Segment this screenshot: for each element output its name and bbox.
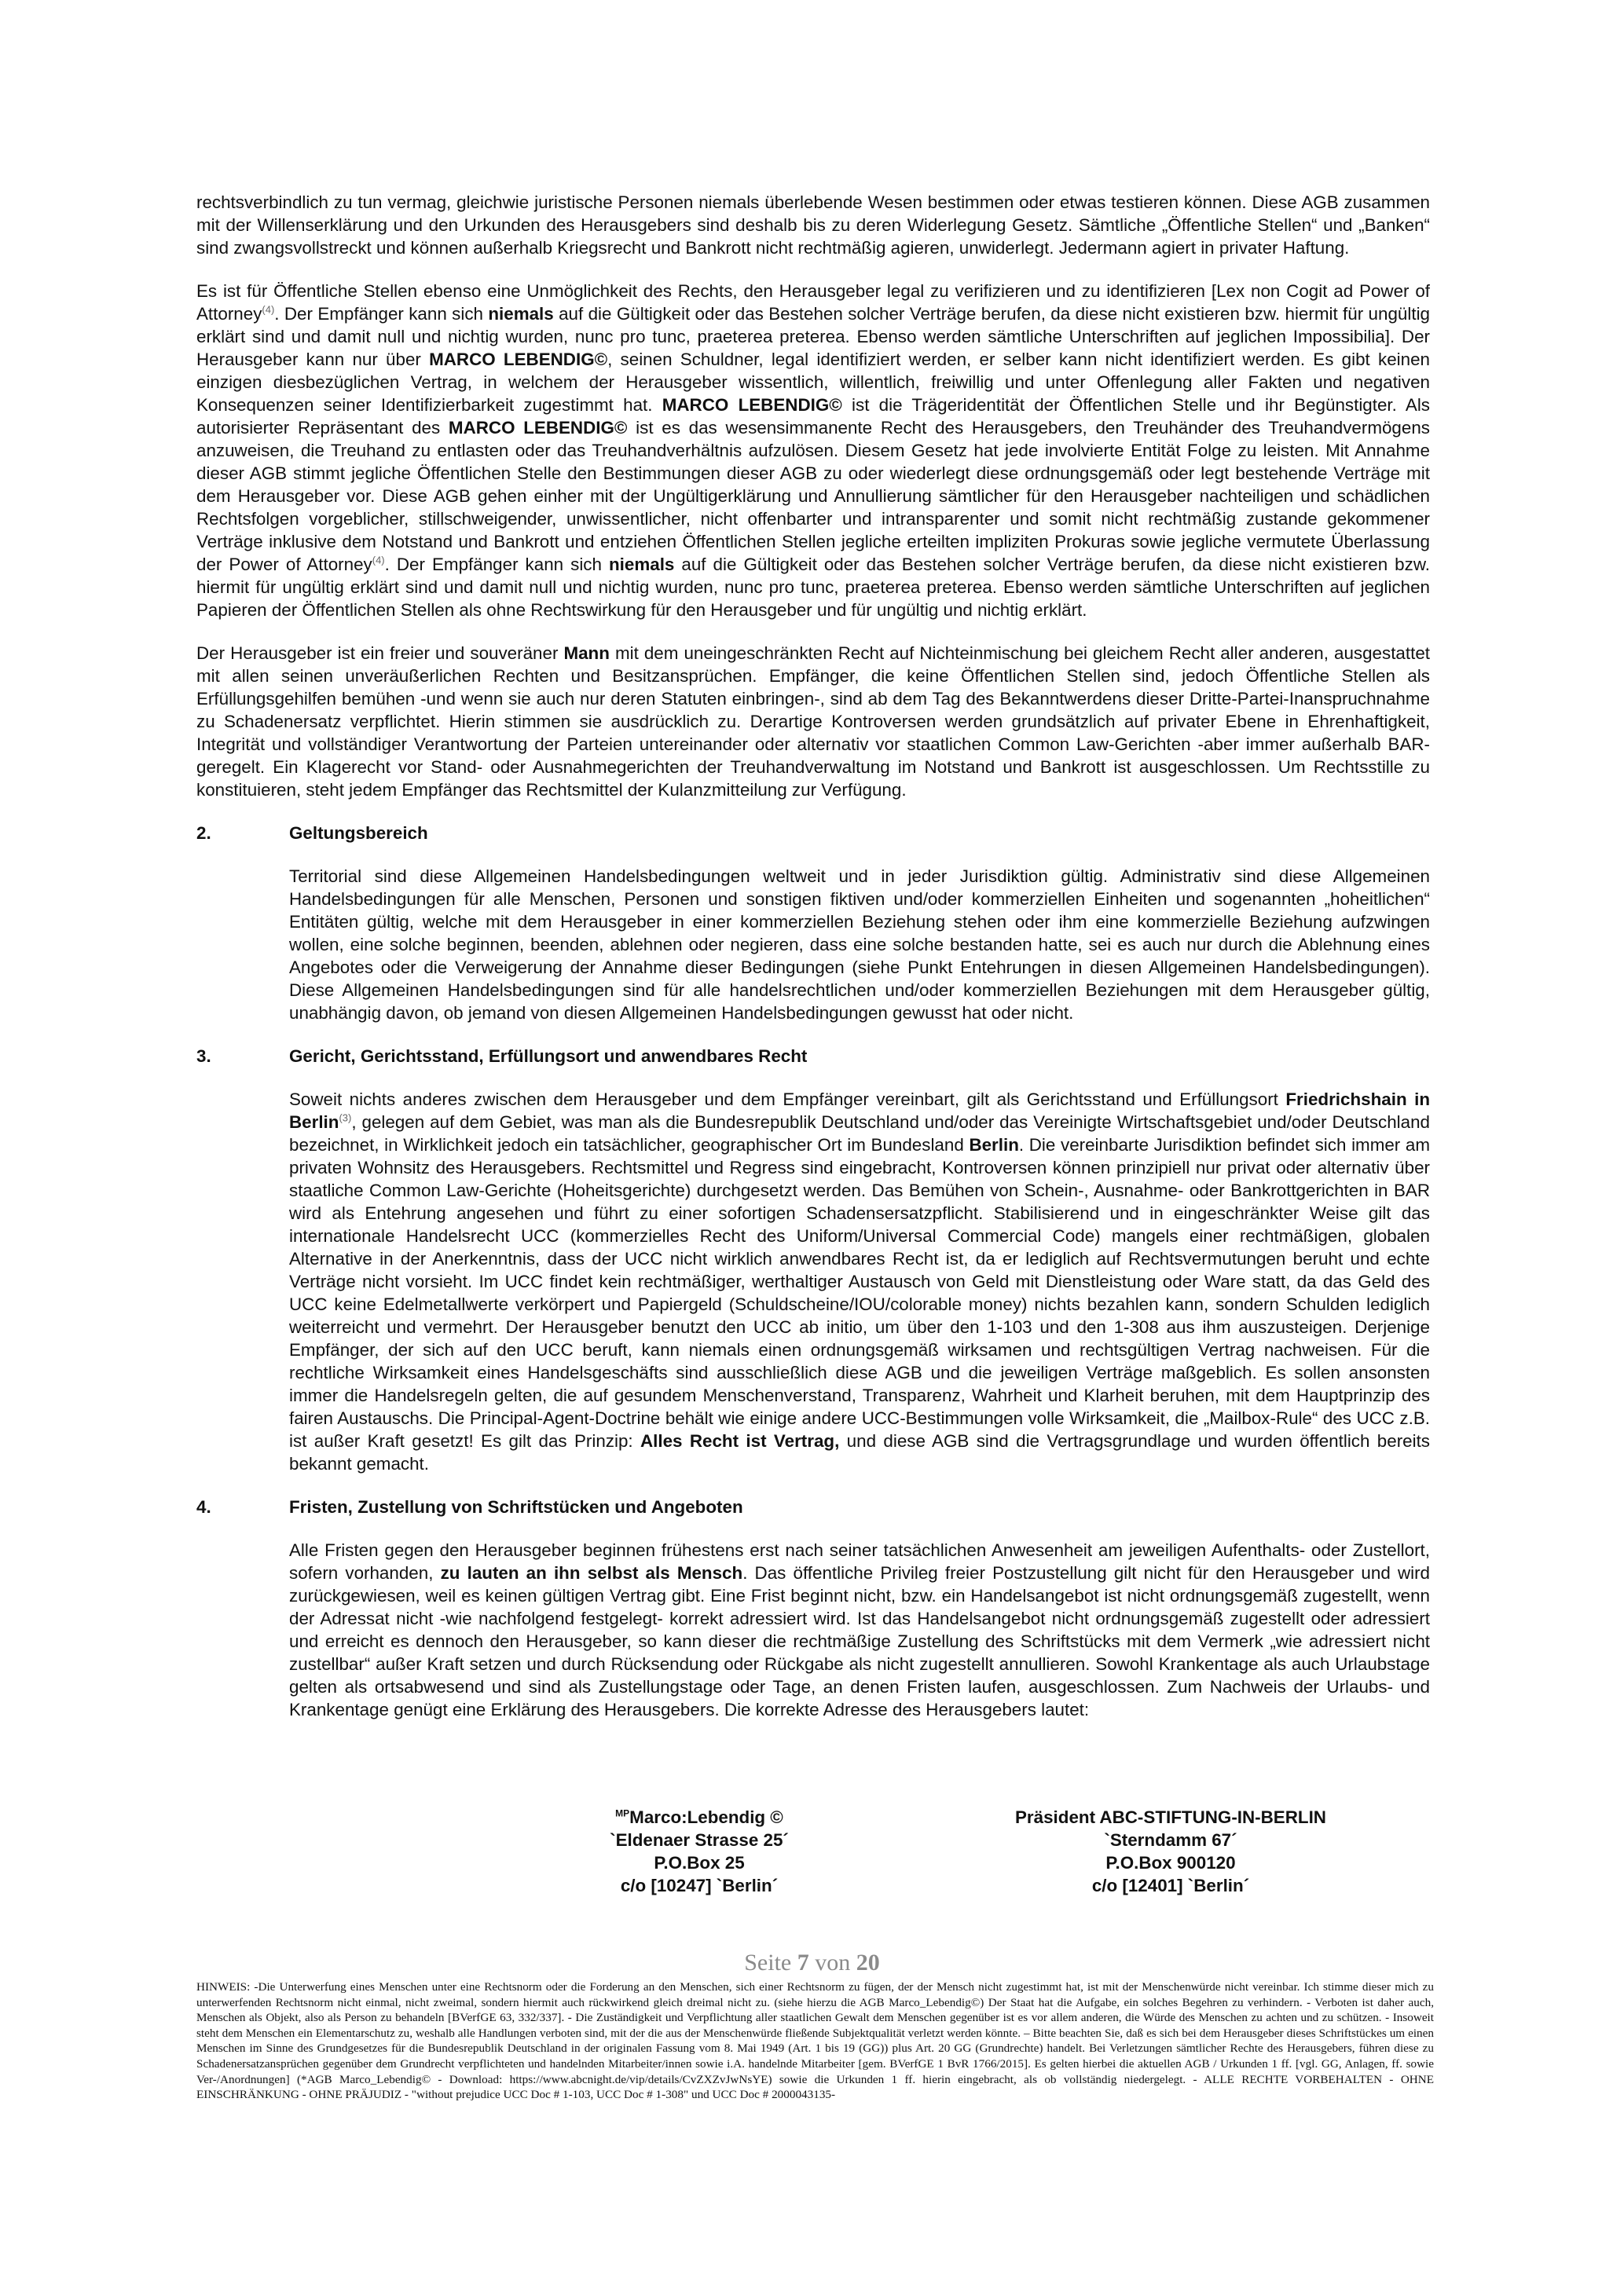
section-heading-3 <box>196 1045 1430 1067</box>
bold-text: Friedrichshain in Berlin <box>289 1089 1430 1132</box>
section-heading-2 <box>196 822 1430 844</box>
text-run: mit dem uneingeschränkten Recht auf Nichteinmischung bei gleichem Recht aller anderen, ausgestattet mit allen seinen unveräußerlichen Rechten und Besitzansprüchen. Empfänger, die keine Öffentlichen Stellen sind, jedoch Öffentliche Stellen als Erfüllungsgehilfen bemühen -und wenn sie auch nur deren Statuten einbringen-, sind ab dem Tag des Bekanntwerdens dieser Dritte-Partei-Inanspruchnahme zu Schadenersatz verpflichtet. Hierin stimmen sie ausdrücklich zu. Derartige Kontroversen werden grundsätzlich auf privater Ebene in Ehrenhaftigkeit, Integrität und vollständiger Verantwortung der Parteien untereinander oder alternativ vor staatlichen Common Law-Gerichten -aber immer außerhalb BAR- geregelt. Ein Klagerecht vor Stand- oder Ausnahmegerichten der Treuhandverwaltung im Notstand und Bankrott ist ausgeschlossen. Um Rechtsstille zu konstituieren, steht jedem Empfänger das Rechtsmittel der Kulanzmitteilung zur Verfügung. <box>196 643 1430 800</box>
paragraph-2 <box>196 280 1430 621</box>
address-pobox: P.O.Box 25 <box>654 1853 745 1873</box>
paragraph-1 <box>196 191 1430 259</box>
bold-text: MARCO LEBENDIG© <box>448 418 628 438</box>
footnote-ref: (4) <box>262 303 275 316</box>
bold-text: Alles Recht ist Vertrag, <box>640 1431 840 1451</box>
text-run: Es ist für Öffentliche Stellen ebenso eine Unmöglichkeit des Rechts, den Herausgeber legal zu verifizieren und zu identifizieren [Lex non Cogit ad Power of Attorney <box>196 281 1430 324</box>
address-city: c/o [12401] `Berlin´ <box>1091 1876 1250 1895</box>
body-text <box>196 191 1430 1721</box>
page-number <box>0 1950 1624 1976</box>
address-city: c/o [10247] `Berlin´ <box>620 1876 779 1895</box>
address-name: Marco:Lebendig © <box>629 1807 783 1827</box>
bold-text: MARCO LEBENDIG© <box>429 350 608 369</box>
paragraph-3 <box>196 642 1430 801</box>
address-street: `Eldenaer Strasse 25´ <box>610 1830 789 1850</box>
text-run: ist die Trägeridentität der Öffentlichen Stelle und ihr Begünstigter. Als autorisierter Repräsentant des <box>196 395 1430 438</box>
address-street: `Sterndamm 67´ <box>1104 1830 1237 1850</box>
section-text: Territorial sind diese Allgemeinen Handelsbedingungen weltweit und in jeder Jurisdiktion gültig. Administrativ sind diese Allgemeinen Handelsbedingungen für alle Menschen, Personen und sonstigen fiktiven und/oder kommerziellen Einheiten und sogenannten „hoheitlichen“ Entitäten gültig, welche mit dem Herausgeber in einer kommerziellen Beziehung stehen oder ihm eine kommerzielle Beziehung aufzwingen wollen, eine solche beginnen, beenden, ablehnen oder negieren, dass eine solche bestanden hatte, sei es auch nur durch die Ablehnung eines Angebotes oder die Verweigerung der Annahme dieser Bedingungen (siehe Punkt Entehrungen in diesen Allgemeinen Handelsbedingungen). Diese Allgemeinen Handelsbedingungen sind für alle handelsrechtlichen und/oder kommerziellen Beziehungen mit dem Herausgeber gültig, unabhängig davon, ob jemand von diesen Allgemeinen Handelsbedingungen gewusst hat oder nicht. <box>289 866 1430 1023</box>
bold-text: niemals <box>488 304 554 324</box>
text-run: . Das öffentliche Privileg freier Postzustellung gilt nicht für den Herausgeber und wird zurückgewiesen, weil es keinen gültigen Vertrag gibt. Eine Frist beginnt nicht, bzw. ein Handelsangebot ist nicht ordnungsgemäß zugestellt, wenn der Adressat nicht -wie nachfolgend festgelegt- korrekt adressiert wird. Ist das Handelsangebot nicht ordnungsgemäß zugestellt oder adressiert und erreicht es dennoch den Herausgeber, so kann dieser die rechtmäßige Zustellung des Schriftstücks mit dem Vermerk „wie adressiert nicht zustellbar“ außer Kraft setzen und durch Rücksendung oder Rückgabe als nicht zugestellt annullieren. Sowohl Krankentage als auch Urlaubstage gelten als ortsabwesend und sind als Zustellungstage oder Tage, an denen Fristen laufen, ausgeschlossen. Zum Nachweis der Urlaubs- und Krankentage genügt eine Erklärung des Herausgebers. Die korrekte Adresse des Herausgebers lautet: <box>289 1563 1430 1719</box>
address-name: Präsident ABC-STIFTUNG-IN-BERLIN <box>1015 1807 1326 1827</box>
page-of-label: von <box>815 1950 851 1976</box>
text-run: auf die Gültigkeit oder das Bestehen solcher Verträge berufen, da diese nicht existieren bzw. hiermit für ungültig erklärt sind und damit null und nichtig wurden, nunc pro tunc, praeterea preterea. Ebenso werden sämtliche Unterschriften auf jeglichen Papieren der Öffentlichen Stellen als ohne Rechtswirkung für den Herausgeber und für ungültig und nichtig erklärt. <box>196 555 1430 620</box>
section-4-body <box>289 1539 1430 1721</box>
address-right <box>974 1806 1367 1897</box>
text-run: Der Herausgeber ist ein freier und souveräner <box>196 643 564 663</box>
section-title: Fristen, Zustellung von Schriftstücken und Angeboten <box>289 1497 743 1517</box>
footnote-ref: (3) <box>339 1111 352 1124</box>
section-number: 4. <box>196 1497 211 1517</box>
text-run: , gelegen auf dem Gebiet, was man als die Bundesrepublik Deutschland und/oder das Vereinigte Wirtschaftsgebiet und/oder Deutschland bezeichnet, in Wirklichkeit jedoch ein tatsächlicher, geographischer Ort im Bundesland <box>289 1112 1430 1155</box>
section-number: 3. <box>196 1046 211 1066</box>
bold-text: Mann <box>563 643 610 663</box>
text-run: . Der Empfänger kann sich <box>274 304 489 324</box>
text-run: und diese AGB sind die Vertragsgrundlage und wurden öffentlich bereits bekannt gemacht. <box>289 1431 1431 1474</box>
section-heading-4 <box>196 1496 1430 1518</box>
section-title: Geltungsbereich <box>289 823 428 843</box>
footer-notice-text: HINWEIS: -Die Unterwerfung eines Menschen unter eine Rechtsnorm oder die Forderung an den Menschen, sich einer Rechtsnorm zu fügen, der der Mensch nicht zugestimmt hat, ist mit der Menschenwürde nicht vereinbar. Ich stimme dieser mich zu unterwerfenden Rechtsnorm nicht einmal, nicht zweimal, sondern hiermit auch rückwirkend gleich dreimal nicht zu. (siehe hierzu die AGB Marco_Lebendig©) Der Staat hat die Aufgabe, ein solches Begehren zu verhindern. - Verboten ist daher auch, Menschen als Objekt, also als Person zu behandeln [BVerfGE 63, 332/337]. - Die Zuständigkeit und Verpflichtung aller staatlichen Gewalt dem Menschen gegenüber ist es vor allem anderen, die Würde des Menschen zu achten und zu schützen. - Insoweit steht dem Menschen ein Elementarschutz zu, weshalb alle Handlungen verboten sind, mit der die aus der Menschenwürde fließende Subjektqualität verletzt werden könnte. – Bitte beachten Sie, daß es sich bei dem Herausgeber dieses Schriftstückes um einen Menschen im Sinne des Grundgesetzes für die Bundesrepublik Deutschland in der originalen Fassung vom 8. Mai 1949 (Art. 1 bis 19 (GG)) plus Art. 20 GG (Grundrechte) handelt. Bei Verletzungen sämtlicher Rechte des Herausgebers, führen diese zu Schadenersatzansprüchen gegenüber dem Grundrecht verpflichteten und handelnden Mitarbeiter/innen sowie i.A. handelnde Mitarbeiter [gem. BVerfGE 1 BvR 1766/2015]. Es gelten hierbei die aktuellen AGB / Urkunden 1 ff. [vgl. GG, Anlagen, ff. sowie Ver-/Anordnungen] (*AGB Marco_Lebendig© - Download: https://www.abcnight.de/vip/details/CvZXZvJwNsYE) sowie die Urkunden 1 ff. hierin eingebracht, als ob vollständig niedergelegt. - ALLE RECHTE VORBEHALTEN - OHNE EINSCHRÄNKUNG - OHNE PRÄJUDIZ - "without prejudice UCC Doc # 1-103, UCC Doc # 1-308" und UCC Doc # 2000043135- <box>196 1980 1434 2102</box>
footnote-ref: (4) <box>372 554 385 566</box>
section-title: Gericht, Gerichtsstand, Erfüllungsort und anwendbares Recht <box>289 1046 808 1066</box>
section-number: 2. <box>196 823 211 843</box>
paragraph-1-text: rechtsverbindlich zu tun vermag, gleichwie juristische Personen niemals überlebende Wesen bestimmen oder etwas testieren können. Diese AGB zusammen mit der Willenserklärung und den Urkunden des Herausgebers sind deshalb bis zu deren Widerlegung Gesetz. Sämtliche „Öffentliche Stellen“ und „Banken“ sind zwangsvollstreckt und können außerhalb Kriegsrecht und Bankrott nicht rechtmäßig agieren, unwiderlegt. Jedermann agiert in privater Haftung. <box>196 192 1430 258</box>
text-run: ist es das wesensimmanente Recht des Herausgebers, den Treuhänder des Treuhandvermögens anzuweisen, die Treuhand zu entlasten oder das Treuhandverhältnis aufzulösen. Diesem Gesetz hat jede involvierte Entität Folge zu leisten. Mit Annahme dieser AGB stimmt jegliche Öffentlichen Stelle den Bestimmungen dieser AGB zu oder wiederlegt diese ordnungsgemäß oder legt bestehende Verträge mit dem Herausgeber vor. Diese AGB gehen einher mit der Ungültigerklärung und Annullierung sämtlicher für den Herausgeber nachteiligen und schädlichen Rechtsfolgen vorgeblicher, stillschweigender, unwissentlicher, nicht offenbarter und intransparenter und somit nicht rechtmäßig zustande gekommener Verträge inklusive dem Notstand und Bankrott und entziehen Öffentlichen Stellen jegliche erteilten impliziten Prokuras sowie jegliche vermutete Überlassung der Power of Attorney <box>196 418 1430 574</box>
bold-text: Berlin <box>969 1135 1019 1155</box>
text-run: , seinen Schuldner, legal identifiziert werden, er selber kann nicht identifiziert werden. Es gibt keinen einzigen diesbezüglichen Vertrag, in welchem der Herausgeber wissentlich, willentlich, freiwillig und unter Offenlegung aller Fakten und negativen Konsequenzen seiner Identifizierbarkeit zugestimmt hat. <box>196 350 1430 415</box>
bold-text: MARCO LEBENDIG© <box>662 395 842 415</box>
address-pobox: P.O.Box 900120 <box>1105 1853 1236 1873</box>
text-run: auf die Gültigkeit oder das Bestehen solcher Verträge berufen, da diese nicht existieren bzw. hiermit für ungültig erklärt sind und damit null und nichtig wurden, nunc pro tunc, praeterea preterea. Ebenso werden sämtliche Unterschriften auf jeglichen Impossibilia]. Der Herausgeber kann nur über <box>196 304 1430 369</box>
bold-text: zu lauten an ihn selbst als Mensch <box>440 1563 743 1583</box>
page-label: Seite <box>744 1950 792 1976</box>
prefix-superscript: MP <box>615 1807 630 1819</box>
address-left <box>503 1806 896 1897</box>
section-2-body <box>289 865 1430 1024</box>
text-run: . Der Empfänger kann sich <box>384 555 609 574</box>
text-run: Alle Fristen gegen den Herausgeber beginnen frühestens erst nach seiner tatsächlichen Anwesenheit am jeweiligen Aufenthalts- oder Zustellort, sofern vorhanden, <box>289 1540 1430 1583</box>
bold-text: niemals <box>608 555 675 574</box>
footer-notice <box>196 1979 1434 2103</box>
page-total: 20 <box>856 1950 880 1976</box>
address-left-line-1 <box>503 1806 896 1829</box>
text-run: Soweit nichts anderes zwischen dem Herausgeber und dem Empfänger vereinbart, gilt als Gerichtsstand und Erfüllungsort <box>289 1089 1286 1109</box>
section-3-body <box>289 1088 1430 1475</box>
text-run: . Die vereinbarte Jurisdiktion befindet sich immer am privaten Wohnsitz des Herausgebers. Rechtsmittel und Regress sind eingebracht, Kontroversen können prinzipiell nur privat oder alternativ über staatliche Common Law-Gerichte (Hoheitsgerichte) durchgesetzt werden. Das Bemühen von Schein-, Ausnahme- oder Bankrottgerichten in BAR wird als Entehrung angesehen und führt zu einer sofortigen Schadensersatzpflicht. Stabilisierend und in eingeschränkter Weise gilt das internationale Handelsrecht UCC (kommerzielles Recht des Uniform/Universal Commercial Code) mangels einer rechtmäßigen, globalen Alternative in der Anerkenntnis, dass der UCC nicht wirklich anwendbares Recht ist, da er lediglich auf Rechtsvermutungen beruht und echte Verträge nicht vorsieht. Im UCC findet kein rechtmäßiger, werthaltiger Austausch von Geld mit Dienstleistung oder Ware statt, da das Geld des UCC keine Edelmetallwerte verkörpert und Papiergeld (Schuldscheine/IOU/colorable money) nichts bezahlen kann, sondern Schulden lediglich weiterreicht und vermehrt. Der Herausgeber benutzt den UCC ab initio, um über den 1-103 und den 1-308 aus ihm auszusteigen. Derjenige Empfänger, der sich auf den UCC beruft, kann niemals einen ordnungsgemäß wirksamen und rechtsgültigen Vertrag nachweisen. Für die rechtliche Wirksamkeit eines Handelsgeschäfts sind ausschließlich diese AGB und die jeweiligen Verträge maßgeblich. Es sollen ansonsten immer die Handelsregeln gelten, die auf gesundem Menschenverstand, Transparenz, Wahrheit und Klarheit beruhen, mit dem Hauptprinzip des fairen Austauschs. Die Principal-Agent-Doctrine behält wie einige andere UCC-Bestimmungen volle Wirksamkeit, die „Mailbox-Rule“ des UCC z.B. ist außer Kraft gesetzt! Es gilt das Prinzip: <box>289 1135 1431 1451</box>
page-current: 7 <box>797 1950 809 1976</box>
